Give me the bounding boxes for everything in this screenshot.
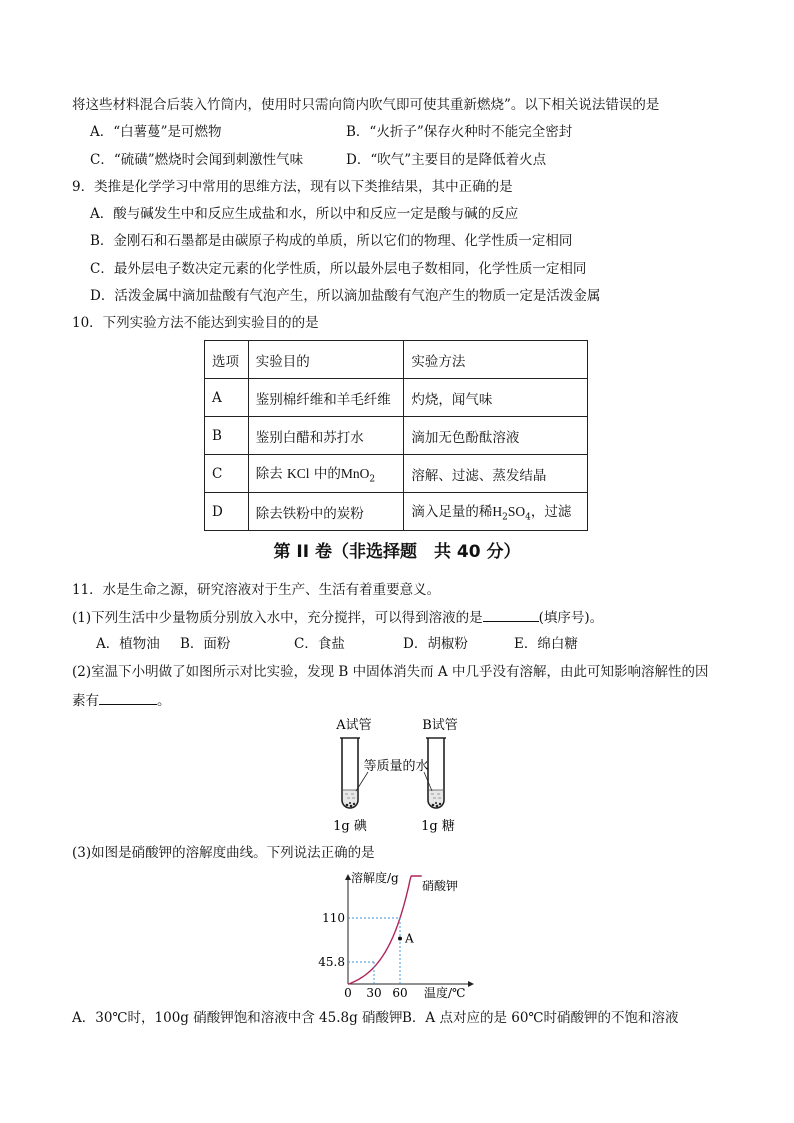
tube-b-label: B试管 (422, 718, 458, 733)
q11-part3: (3)如图是硝酸钾的溶解度曲线。下列说法正确的是 (72, 845, 375, 861)
method-text: 滴入足量的稀 (411, 504, 493, 521)
q11-part2: (2)室温下小明做了如图所示对比实验，发现 B 中固体消失而 A 中几乎没有溶解，由此可知影响溶解性的因 (72, 664, 709, 680)
q8-stem-tail: 将这些材料混合后装入竹筒内，使用时只需向筒内吹气即可使其重新燃烧”。以下相关说法错误的是 (72, 97, 660, 113)
x-tick-label: 60 (392, 986, 408, 1000)
q11-part2-cont (72, 690, 171, 711)
q8-option-a: A．“白薯蔓”是可燃物 (90, 124, 222, 140)
row-method: 溶解、过滤、蒸发结晶 (404, 455, 588, 493)
table-row (205, 493, 588, 531)
q8-option-b: B．“火折子”保存火种时不能完全密封 (346, 124, 573, 140)
sugar-label: 1g 糖 (421, 819, 455, 834)
q11-p3-option-a: A．30℃时，100g 硝酸钾饱和溶液中含 45.8g 硝酸钾 (72, 1010, 403, 1026)
header-option: 选项 (205, 341, 249, 379)
formula-h: H (492, 504, 503, 520)
tube-a-label: A试管 (336, 718, 372, 733)
point-a-marker (398, 937, 402, 941)
q10-stem: 10．下列实验方法不能达到实验目的的是 (72, 315, 319, 331)
row-method: 灼烧，闻气味 (404, 379, 588, 417)
method-text: ，过滤 (530, 504, 572, 521)
water-label: 等质量的水 (363, 759, 429, 774)
point-a-label: A (405, 931, 414, 946)
formula-subscript: 2 (502, 512, 508, 523)
answer-blank[interactable] (99, 690, 157, 705)
y-axis-label: 溶解度/g (351, 871, 399, 885)
q11-part1-tail: (填序号)。 (538, 610, 604, 626)
q11-p1-option-c: C．食盐 (294, 636, 345, 652)
q11-part1 (72, 607, 603, 628)
table-row (205, 379, 588, 417)
row-goal: 除去铁粉中的炭粉 (248, 493, 404, 531)
goal-text: 除去 (255, 466, 283, 483)
series-curve-kno3 (348, 876, 422, 984)
q11-p1-option-d: D．胡椒粉 (403, 636, 468, 652)
q9-option-d: D．活泼金属中滴加盐酸有气泡产生，所以滴加盐酸有气泡产生的物质一定是活泼金属 (90, 288, 601, 304)
row-option: D (205, 493, 249, 531)
q8-option-c: C．“硫磺”燃烧时会闻到刺激性气味 (90, 152, 304, 168)
x-axis-arrow (468, 981, 474, 987)
q11-part2b-text: 素有 (72, 693, 99, 709)
header-goal: 实验目的 (248, 341, 404, 379)
row-goal (248, 455, 404, 493)
iodine-label: 1g 碘 (333, 819, 367, 834)
q9-option-a: A．酸与碱发生中和反应生成盐和水，所以中和反应一定是酸与碱的反应 (90, 206, 519, 222)
answer-blank[interactable] (483, 607, 539, 622)
row-option: B (205, 417, 249, 455)
x-tick-label: 30 (366, 986, 382, 1000)
row-method: 滴加无色酚酞溶液 (404, 417, 588, 455)
q11-part1-text: (1)下列生活中少量物质分别放入水中，充分搅拌，可以得到溶液的是 (72, 610, 483, 626)
q11-p1-option-a: A．植物油 (96, 636, 160, 652)
formula-subscript: 4 (525, 512, 531, 523)
table-row (205, 417, 588, 455)
row-option: A (205, 379, 249, 417)
q8-option-d: D．“吹气”主要目的是降低着火点 (346, 152, 547, 168)
formula-so: SO (507, 504, 526, 520)
formula-subscript: 2 (369, 474, 376, 485)
q9-option-b: B．金刚石和石墨都是由碳原子构成的单质，所以它们的物理、化学性质一定相同 (90, 233, 573, 249)
tube-b (426, 738, 446, 808)
y-tick-label: 45.8 (318, 955, 345, 969)
solubility-chart (318, 866, 478, 1000)
row-option: C (205, 455, 249, 493)
q11-p1-option-b: B．面粉 (180, 636, 231, 652)
header-method: 实验方法 (404, 341, 588, 379)
formula-kcl: KCl (287, 466, 310, 482)
q9-option-c: C．最外层电子数决定元素的化学性质，所以最外层电子数相同，化学性质一定相同 (90, 261, 587, 277)
q11-p1-option-e: E．绵白糖 (514, 636, 578, 652)
row-goal: 鉴别白醋和苏打水 (248, 417, 404, 455)
formula-mno2: MnO (340, 466, 370, 482)
q11-stem: 11．水是生命之源，研究溶液对于生产、生活有着重要意义。 (72, 582, 441, 598)
row-goal: 鉴别棉纤维和羊毛纤维 (248, 379, 404, 417)
q11-p3-option-b: B．A 点对应的是 60℃时硝酸钾的不饱和溶液 (402, 1010, 679, 1026)
goal-text: 中的 (313, 466, 341, 483)
x-tick-label: 0 (344, 986, 352, 1000)
table-row (205, 455, 588, 493)
test-tube-figure (320, 712, 480, 838)
q11-part2b-tail: 。 (157, 693, 171, 709)
table-header-row (205, 341, 588, 379)
row-method (404, 493, 588, 531)
x-axis-label: 温度/℃ (424, 986, 466, 1000)
y-tick-label: 110 (322, 911, 345, 925)
series-label: 硝酸钾 (422, 879, 459, 893)
q9-stem: 9．类推是化学学习中常用的思维方法，现有以下类推结果，其中正确的是 (72, 179, 513, 195)
tube-a (340, 738, 360, 808)
experiment-table (204, 340, 588, 531)
section-title: 第 II 卷（非选择题 共 40 分） (273, 542, 521, 562)
